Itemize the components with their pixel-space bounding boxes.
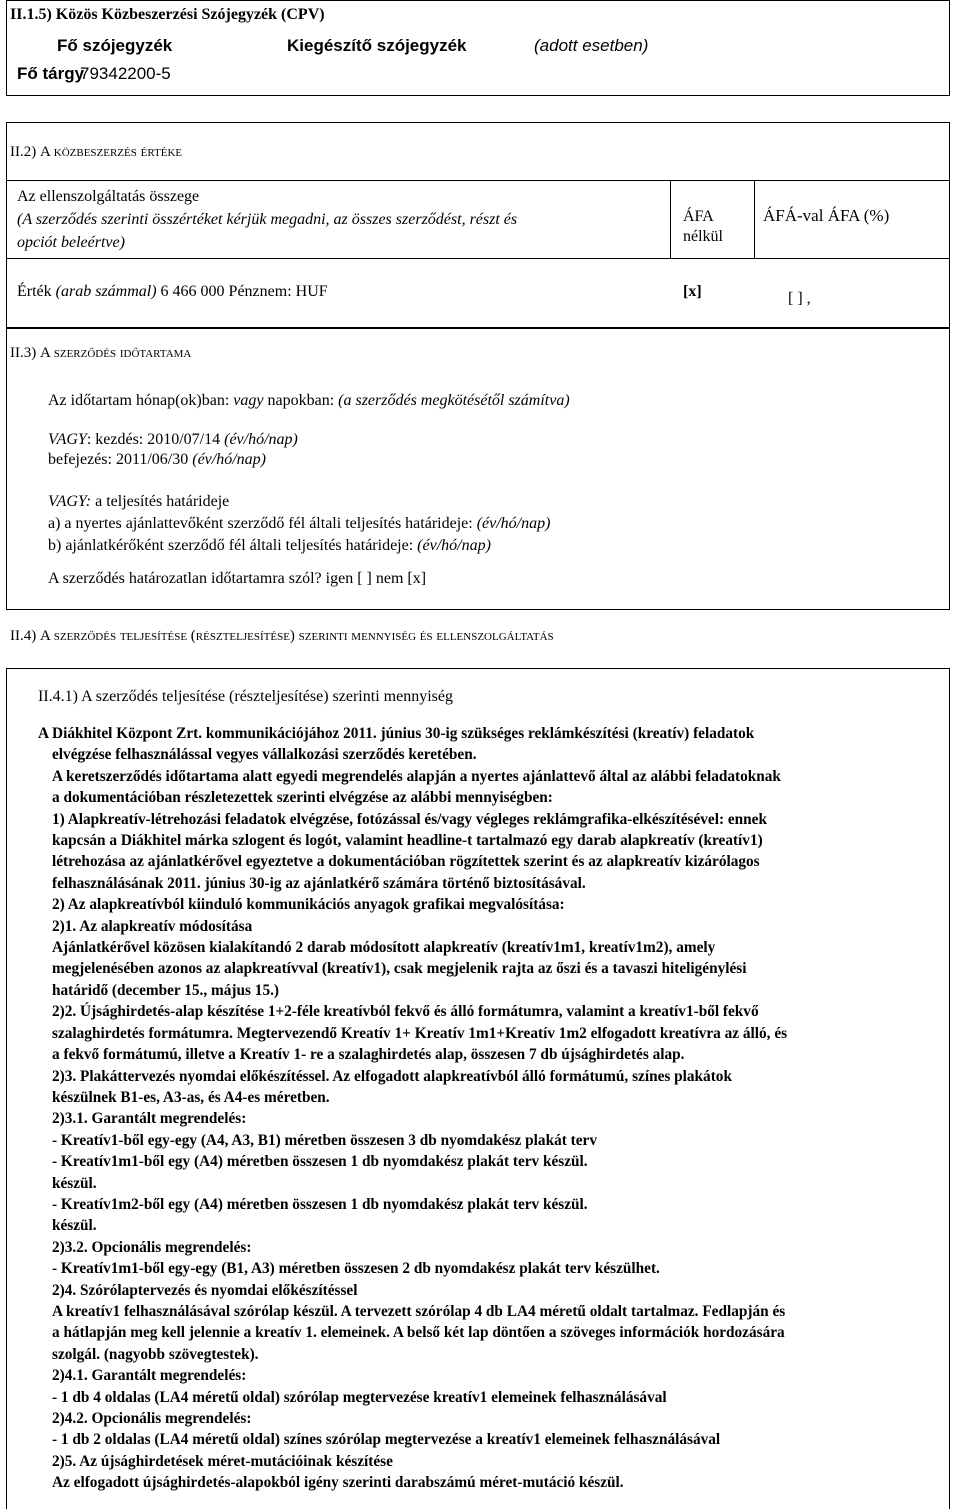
value-desc-line3: opciót beleértve) (17, 234, 125, 251)
body-line-22: - Kreatív1m2-ből egy (A4) méretben összesen 1 db nyomdakész plakát terv készül. (52, 1195, 588, 1213)
duration-heading: II.3) A szerződés időtartama (10, 345, 192, 361)
vat-free-mark: [x] (683, 283, 702, 300)
with-vat-mark: [ ] , (788, 290, 811, 307)
body-line-12: határidő (december 15., május 15.) (52, 981, 280, 999)
cpv-supp-note: (adott esetben) (534, 36, 649, 55)
value-desc-title: Az ellenszolgáltatás összege (17, 188, 200, 205)
body-line-0: A Diákhitel Központ Zrt. kommunikációjához 2011. június 30-ig szükséges reklámkészítési (kreatív) feladatok (38, 725, 755, 742)
col-vat-free-2: nélkül (683, 228, 723, 245)
body-line-33: - 1 db 2 oldalas (LA4 méretű oldal) színes szórólap megtervezése a kreatív1 elemeinek felhasználásával (52, 1431, 721, 1449)
value-heading: II.2) A közbeszerzés értéke (10, 144, 183, 160)
body-line-35: Az elfogadott újsághirdetés-alapokból igény szerinti darabszámú méret-mutáció készül. (52, 1474, 624, 1492)
cpv-heading: II.1.5) Közös Közbeszerzési Szójegyzék (CPV) (10, 6, 325, 23)
duration-b-line: b) ajánlatkérőként szerződő fél általi teljesítés határideje: (év/hó/nap) (48, 537, 491, 554)
body-line-15: a fekvő formátumú, illetve a Kreatív 1- re a szalaghirdetés alap, összesen 7 db újsághirdetés alap. (52, 1046, 685, 1064)
body-line-21: készül. (52, 1174, 97, 1192)
value-table-mid-line (6, 258, 950, 259)
body-line-3: a dokumentációban részletezettek szerinti elvégzése az alábbi mennyiségben: (52, 789, 553, 807)
duration-box (6, 328, 950, 610)
duration-end: befejezés: 2011/06/30 (év/hó/nap) (48, 451, 266, 468)
duration-a-line: a) a nyertes ajánlattevőként szerződő fél általi teljesítés határideje: (év/hó/nap) (48, 515, 551, 532)
body-line-2: A keretszerződés időtartama alatt egyedi megrendelés alapján a nyertes ajánlattevő által az alábbi feladatoknak (52, 767, 781, 785)
body-line-18: 2)3.1. Garantált megrendelés: (52, 1110, 247, 1128)
body-line-13: 2)2. Újsághirdetés-alap készítése 1+2-féle kreatívból fekvő és álló formátumra, valamint a kreatív1-ből fekvő (52, 1003, 759, 1021)
body-line-6: létrehozása az ajánlatkérővel egyeztetve a dokumentációban rögzítettek szerint és az alapkreatív kizárólagos (52, 853, 760, 871)
body-line-29: szolgál. (nagyobb szövegtestek). (52, 1345, 259, 1363)
body-line-7: felhasználásának 2011. június 30-ig az ajánlatkérő számára történő biztosításával. (52, 874, 586, 892)
duration-or2: VAGY: a teljesítés határideje (48, 493, 230, 510)
body-line-26: 2)4. Szórólaptervezés és nyomdai előkészítéssel (52, 1281, 358, 1299)
body-line-4: 1) Alapkreatív-létrehozási feladatok elvégzése, fotózással és/vagy végleges reklámgrafika-elkészítésével: ennek (52, 810, 767, 828)
body-line-5: kapcsán a Diákhitel márka szlogent és logót, valamint headline-t tartalmazó egy darab alapkreatív (kreatív1) (52, 832, 763, 850)
body-line-11: megjelenésében azonos az alapkreatívval (kreatív1), csak megjelenik rajta az őszi és a tavaszi hiteligénylési (52, 960, 747, 978)
body-line-8: 2) Az alapkreatívból kiinduló kommunikációs anyagok grafikai megvalósítása: (52, 896, 565, 914)
body-line-9: 2)1. Az alapkreatív módosítása (52, 917, 253, 935)
body-line-30: 2)4.1. Garantált megrendelés: (52, 1367, 247, 1385)
body-line-20: - Kreatív1m1-ből egy (A4) méretben összesen 1 db nyomdakész plakát terv készül. (52, 1153, 588, 1171)
cpv-main-object-label: Fő tárgy (17, 64, 85, 83)
value-row: Érték (arab számmal) 6 466 000 Pénznem: HUF (17, 283, 328, 300)
body-line-1: elvégzése felhasználással vegyes vállalkozási szerződés keretében. (52, 746, 477, 764)
duration-indefinite: A szerződés határozatlan időtartamra szól? igen [ ] nem [x] (48, 570, 427, 587)
col-vat-free-1: ÁFA (683, 208, 714, 225)
value-col-divider-2 (754, 180, 755, 258)
duration-line1: Az időtartam hónap(ok)ban: vagy napokban: (a szerződés megkötésétől számítva) (48, 392, 570, 409)
body-line-25: - Kreatív1m1-ből egy-egy (B1, A3) méretben összesen 2 db nyomdakész plakát terv készülhet. (52, 1260, 660, 1278)
duration-start: VAGY: kezdés: 2010/07/14 (év/hó/nap) (48, 431, 298, 448)
body-line-24: 2)3.2. Opcionális megrendelés: (52, 1238, 252, 1256)
body-line-19: - Kreatív1-ből egy-egy (A4, A3, B1) méretben összesen 3 db nyomdakész plakát terv (52, 1131, 597, 1149)
body-line-10: Ajánlatkérővel közösen kialakítandó 2 darab módosított alapkreatív (kreatív1m1, kreatív1m2), amely (52, 939, 716, 957)
value-desc-line2: (A szerződés szerinti összértéket kérjük megadni, az összes szerződést, részt és (17, 211, 518, 228)
cpv-supp-vocab: Kiegészítő szójegyzék (287, 36, 467, 55)
value-table-top-line (6, 180, 950, 181)
quantity-body (38, 723, 950, 1494)
body-line-27: A kreatív1 felhasználásával szórólap készül. A tervezett szórólap 4 db LA4 méretű oldalt tartalmaz. Fedlapján és (52, 1302, 786, 1320)
body-line-14: szalaghirdetés formátumra. Megtervezendő Kreatív 1+ Kreatív 1m1+Kreatív 1m2 elfogadott kreatívra az álló, és (52, 1024, 788, 1042)
body-line-17: készülnek B1-es, A3-as, és A4-es méretben. (52, 1088, 330, 1106)
col-with-vat: ÁFÁ-val ÁFA (%) (763, 206, 890, 225)
quantity-heading: II.4) A szerződés teljesítése (részteljesítése) szerinti mennyiség és ellenszolgáltatás (10, 628, 554, 644)
cpv-main-object-code: 79342200-5 (80, 64, 171, 83)
body-line-31: - 1 db 4 oldalas (LA4 méretű oldal) szórólap megtervezése kreatív1 elemeinek felhasználásával (52, 1388, 667, 1406)
body-line-23: készül. (52, 1217, 97, 1235)
body-line-34: 2)5. Az újsághirdetések méret-mutációinak készítése (52, 1452, 393, 1470)
body-line-28: a hátlapján meg kell jelennie a kreatív 1. elemeinek. A belső két lap döntően a szöveges információk hordozására (52, 1324, 785, 1342)
quantity-subheading: II.4.1) A szerződés teljesítése (részteljesítése) szerinti mennyiség (38, 688, 453, 705)
cpv-main-vocab: Fő szójegyzék (57, 36, 173, 55)
value-col-divider-1 (670, 180, 671, 258)
body-line-16: 2)3. Plakáttervezés nyomdai előkészítéssel. Az elfogadott alapkreatívból álló formátumú, színes plakátok (52, 1067, 732, 1085)
body-line-32: 2)4.2. Opcionális megrendelés: (52, 1410, 252, 1427)
